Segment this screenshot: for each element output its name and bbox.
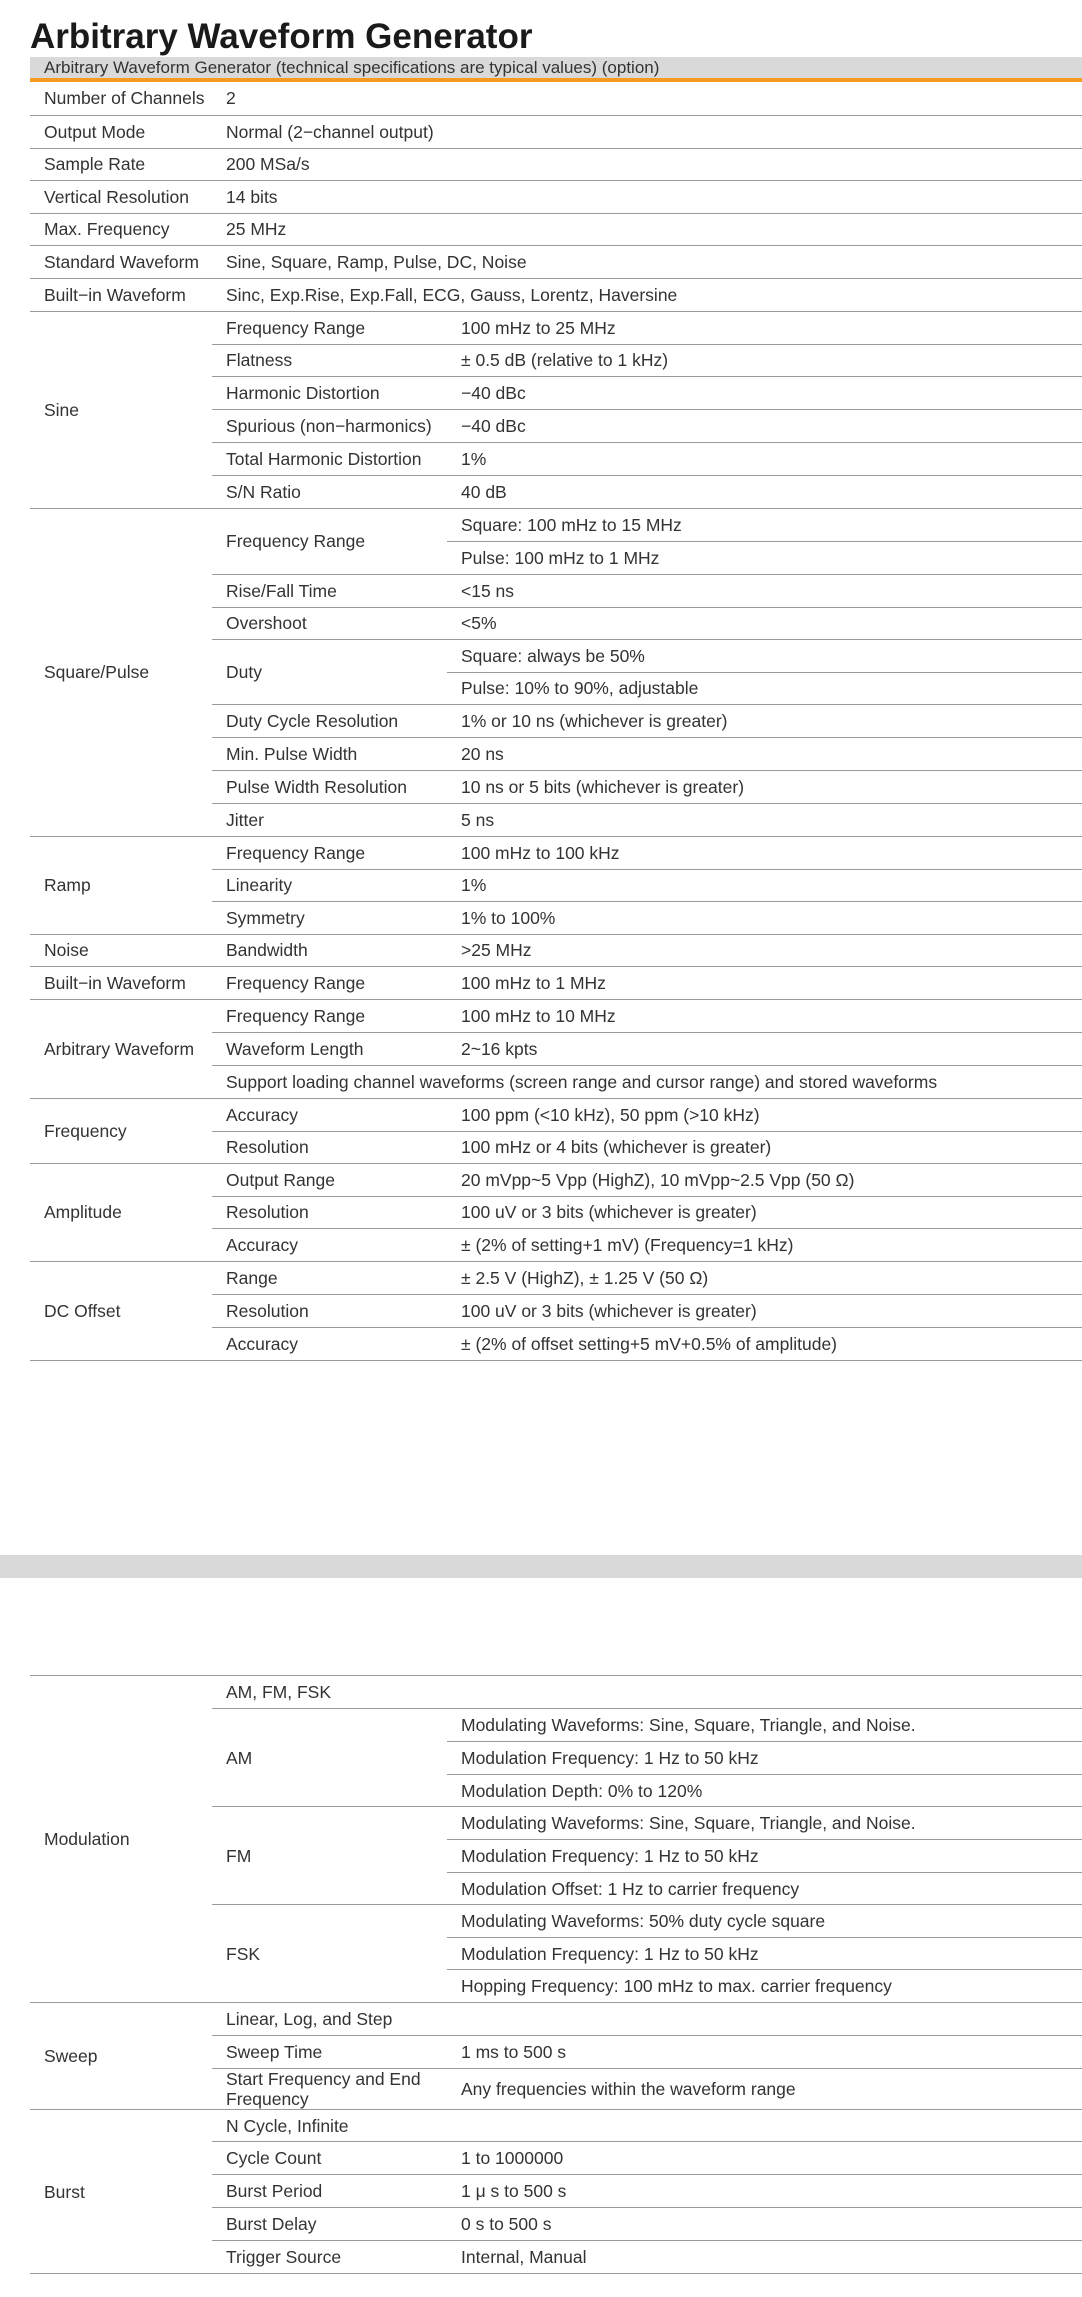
spec-category: Modulation [30, 1676, 212, 2003]
spec-value: 100 uV or 3 bits (whichever is greater) [447, 1294, 1082, 1327]
spec-section-header-label: Arbitrary Waveform Generator (technical specifications are typical values) (option) [44, 58, 660, 77]
spec-parameter: Start Frequency and End Frequency [212, 2069, 447, 2110]
spec-parameter: Spurious (non−harmonics) [212, 409, 447, 442]
spec-value: 100 mHz or 4 bits (whichever is greater) [447, 1131, 1082, 1163]
spec-value: −40 dBc [447, 409, 1082, 442]
spec-category: Frequency [30, 1098, 212, 1163]
spec-value: −40 dBc [447, 376, 1082, 409]
spec-parameter: Waveform Length [212, 1032, 447, 1065]
spec-parameter: Frequency Range [212, 836, 447, 869]
spec-parameter: Min. Pulse Width [212, 737, 447, 770]
spec-parameter: Burst Period [212, 2175, 447, 2208]
spec-row [30, 213, 1082, 245]
spec-category: Vertical Resolution [30, 180, 212, 213]
spec-value: Any frequencies within the waveform range [447, 2069, 1082, 2110]
spec-parameter: Accuracy [212, 1228, 447, 1261]
spec-row [30, 245, 1082, 278]
spec-value: Modulating Waveforms: Sine, Square, Triangle, and Noise. [447, 1709, 1082, 1742]
spec-value: Square: always be 50% [447, 639, 1082, 672]
spec-parameter: Frequency Range [212, 311, 447, 344]
spec-value: ± (2% of setting+1 mV) (Frequency=1 kHz) [447, 1228, 1082, 1261]
spec-row [30, 2110, 1082, 2142]
spec-value: N Cycle, Infinite [212, 2110, 1082, 2142]
spec-parameter: Range [212, 1261, 447, 1294]
spec-category: Built−in Waveform [30, 278, 212, 311]
spec-value: 100 mHz to 10 MHz [447, 999, 1082, 1032]
spec-parameter: Flatness [212, 344, 447, 376]
spec-parameter: Pulse Width Resolution [212, 770, 447, 803]
spec-table-main [30, 82, 1082, 1361]
spec-value: 100 mHz to 1 MHz [447, 966, 1082, 999]
spec-row [30, 966, 1082, 999]
spec-value: 100 uV or 3 bits (whichever is greater) [447, 1196, 1082, 1228]
spec-row [30, 836, 1082, 869]
spec-value: Support loading channel waveforms (screen range and cursor range) and stored waveforms [212, 1065, 1082, 1098]
spec-parameter: Resolution [212, 1294, 447, 1327]
spec-value: 25 MHz [212, 213, 1082, 245]
spec-table-modulation [30, 1675, 1082, 2274]
spec-parameter: Duty Cycle Resolution [212, 704, 447, 737]
spec-value: Pulse: 10% to 90%, adjustable [447, 672, 1082, 704]
spec-value: Modulating Waveforms: Sine, Square, Triangle, and Noise. [447, 1807, 1082, 1840]
spec-parameter: Cycle Count [212, 2142, 447, 2175]
spec-category: Max. Frequency [30, 213, 212, 245]
spec-section-header [30, 57, 1082, 82]
spec-row [30, 180, 1082, 213]
spec-value: Modulation Depth: 0% to 120% [447, 1775, 1082, 1807]
spec-parameter: Rise/Fall Time [212, 574, 447, 607]
spec-row [30, 2003, 1082, 2036]
spec-parameter: Linearity [212, 869, 447, 901]
spec-parameter: AM [212, 1709, 447, 1807]
spec-row [30, 311, 1082, 344]
spec-value: <5% [447, 607, 1082, 639]
spec-value: ± 2.5 V (HighZ), ± 1.25 V (50 Ω) [447, 1261, 1082, 1294]
spec-parameter: FSK [212, 1905, 447, 2003]
spec-parameter: Trigger Source [212, 2241, 447, 2274]
spec-category: Ramp [30, 836, 212, 934]
spec-value: 2 [212, 82, 1082, 115]
spec-value: ± 0.5 dB (relative to 1 kHz) [447, 344, 1082, 376]
spec-value: 2~16 kpts [447, 1032, 1082, 1065]
spec-row [30, 1676, 1082, 1709]
spec-value: Modulation Offset: 1 Hz to carrier frequency [447, 1873, 1082, 1905]
spec-value: <15 ns [447, 574, 1082, 607]
spec-parameter: Jitter [212, 803, 447, 836]
page-title: Arbitrary Waveform Generator [30, 17, 533, 56]
spec-value: Internal, Manual [447, 2241, 1082, 2274]
spec-parameter: Accuracy [212, 1327, 447, 1360]
spec-row [30, 1098, 1082, 1131]
spec-row [30, 508, 1082, 541]
spec-row [30, 82, 1082, 115]
spec-value: 1 ms to 500 s [447, 2036, 1082, 2069]
spec-row [30, 115, 1082, 148]
spec-value: Modulation Frequency: 1 Hz to 50 kHz [447, 1938, 1082, 1970]
spec-parameter: FM [212, 1807, 447, 1905]
spec-parameter: Accuracy [212, 1098, 447, 1131]
spec-row [30, 1163, 1082, 1196]
spec-value: 14 bits [212, 180, 1082, 213]
spec-category: Built−in Waveform [30, 966, 212, 999]
spec-value: 5 ns [447, 803, 1082, 836]
spec-category: Sample Rate [30, 148, 212, 180]
spec-parameter: Overshoot [212, 607, 447, 639]
spec-value: 100 mHz to 25 MHz [447, 311, 1082, 344]
spec-value: 1 μ s to 500 s [447, 2175, 1082, 2208]
spec-value: 20 ns [447, 737, 1082, 770]
spec-value: AM, FM, FSK [212, 1676, 1082, 1709]
spec-value: 1% or 10 ns (whichever is greater) [447, 704, 1082, 737]
spec-value: 10 ns or 5 bits (whichever is greater) [447, 770, 1082, 803]
spec-value: Modulating Waveforms: 50% duty cycle square [447, 1905, 1082, 1938]
spec-category: Amplitude [30, 1163, 212, 1261]
spec-parameter: Duty [212, 639, 447, 704]
spec-value: Sinc, Exp.Rise, Exp.Fall, ECG, Gauss, Lorentz, Haversine [212, 278, 1082, 311]
spec-parameter: Frequency Range [212, 966, 447, 999]
spec-value: Hopping Frequency: 100 mHz to max. carrier frequency [447, 1970, 1082, 2003]
spec-category: Noise [30, 934, 212, 966]
page-separator [0, 1555, 1082, 1578]
spec-category: Sine [30, 311, 212, 508]
spec-category: DC Offset [30, 1261, 212, 1360]
spec-parameter: S/N Ratio [212, 475, 447, 508]
spec-value: 0 s to 500 s [447, 2208, 1082, 2241]
spec-value: Modulation Frequency: 1 Hz to 50 kHz [447, 1742, 1082, 1775]
spec-parameter: Total Harmonic Distortion [212, 442, 447, 475]
spec-parameter: Harmonic Distortion [212, 376, 447, 409]
spec-value: 1% [447, 442, 1082, 475]
spec-category: Number of Channels [30, 82, 212, 115]
spec-value: 1 to 1000000 [447, 2142, 1082, 2175]
spec-row [30, 934, 1082, 966]
spec-value: Normal (2−channel output) [212, 115, 1082, 148]
spec-category: Square/Pulse [30, 508, 212, 836]
spec-value: 200 MSa/s [212, 148, 1082, 180]
spec-parameter: Frequency Range [212, 999, 447, 1032]
spec-parameter: Sweep Time [212, 2036, 447, 2069]
spec-value: 40 dB [447, 475, 1082, 508]
spec-value: 1% [447, 869, 1082, 901]
spec-category: Arbitrary Waveform [30, 999, 212, 1098]
spec-value: Pulse: 100 mHz to 1 MHz [447, 541, 1082, 574]
spec-row [30, 999, 1082, 1032]
spec-value: 100 ppm (<10 kHz), 50 ppm (>10 kHz) [447, 1098, 1082, 1131]
spec-value: Linear, Log, and Step [212, 2003, 1082, 2036]
spec-category: Sweep [30, 2003, 212, 2110]
spec-parameter: Frequency Range [212, 508, 447, 574]
spec-category: Output Mode [30, 115, 212, 148]
spec-value: 20 mVpp~5 Vpp (HighZ), 10 mVpp~2.5 Vpp (50 Ω) [447, 1163, 1082, 1196]
spec-row [30, 148, 1082, 180]
spec-parameter: Output Range [212, 1163, 447, 1196]
spec-value: Sine, Square, Ramp, Pulse, DC, Noise [212, 245, 1082, 278]
spec-category: Standard Waveform [30, 245, 212, 278]
spec-parameter: Burst Delay [212, 2208, 447, 2241]
spec-category: Burst [30, 2110, 212, 2274]
spec-value: 1% to 100% [447, 901, 1082, 934]
spec-value: ± (2% of offset setting+5 mV+0.5% of amplitude) [447, 1327, 1082, 1360]
spec-value: >25 MHz [447, 934, 1082, 966]
spec-value: 100 mHz to 100 kHz [447, 836, 1082, 869]
spec-row [30, 1261, 1082, 1294]
spec-row [30, 278, 1082, 311]
spec-value: Square: 100 mHz to 15 MHz [447, 508, 1082, 541]
spec-parameter: Resolution [212, 1196, 447, 1228]
spec-value: Modulation Frequency: 1 Hz to 50 kHz [447, 1840, 1082, 1873]
spec-parameter: Bandwidth [212, 934, 447, 966]
spec-parameter: Resolution [212, 1131, 447, 1163]
spec-parameter: Symmetry [212, 901, 447, 934]
